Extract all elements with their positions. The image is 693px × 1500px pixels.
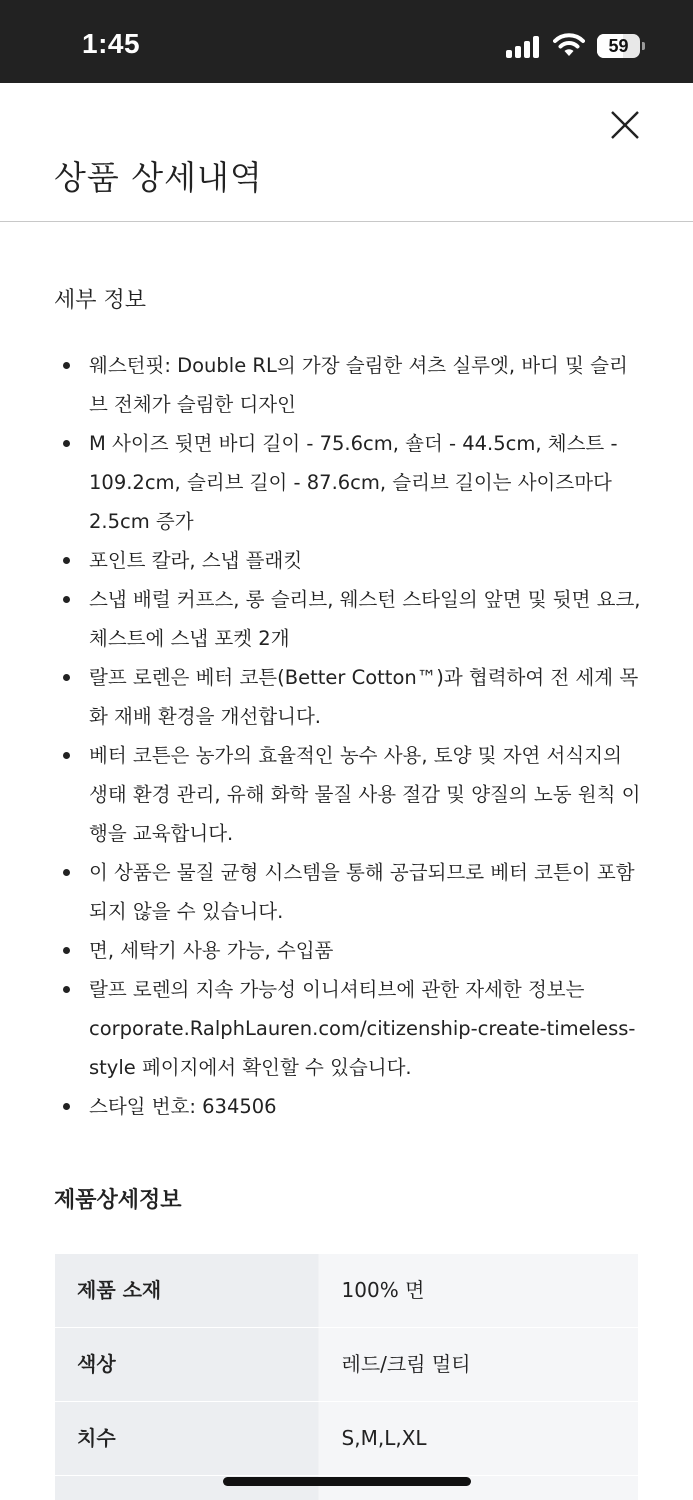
list-item-text: 면, 세탁기 사용 가능, 수입품 xyxy=(89,939,334,962)
list-item-text: 스냅 배럴 커프스, 롱 슬리브, 웨스턴 스타일의 앞면 및 뒷면 요크, 체스트에 스냅 포켓 2개 xyxy=(89,588,641,650)
list-item xyxy=(54,736,654,853)
list-item xyxy=(54,931,654,970)
home-indicator[interactable] xyxy=(223,1477,471,1486)
bullet-icon xyxy=(63,674,70,681)
list-item-text: 스타일 번호: 634506 xyxy=(89,1095,277,1118)
list-item xyxy=(54,970,654,1087)
list-item xyxy=(54,853,654,931)
list-item xyxy=(54,658,654,736)
table-row xyxy=(55,1328,638,1401)
spec-table xyxy=(55,1254,638,1500)
bullet-icon xyxy=(63,869,70,876)
list-item-text: 랄프 로렌은 베터 코튼(Better Cotton™)과 협력하여 전 세계 목화 재배 환경을 개선합니다. xyxy=(89,666,639,728)
wifi-icon xyxy=(553,33,585,57)
spec-heading: 제품상세정보 xyxy=(54,1188,182,1213)
status-bar xyxy=(0,0,693,83)
bullet-icon xyxy=(63,986,70,993)
status-time: 1:45 xyxy=(82,28,141,59)
list-item-text: 랄프 로렌의 지속 가능성 이니셔티브에 관한 자세한 정보는 corporate.RalphLauren.com/citizenship-create-timeless-style 페이지에서 확인할 수 있습니다. xyxy=(89,978,636,1079)
list-item xyxy=(54,346,654,424)
battery-level: 59 xyxy=(608,36,629,56)
list-item xyxy=(54,580,654,658)
spec-label: 색상 xyxy=(55,1328,318,1401)
list-item xyxy=(54,541,654,580)
spec-label: 치수 xyxy=(55,1402,318,1475)
battery-icon xyxy=(597,34,645,58)
bullet-icon xyxy=(63,947,70,954)
page-title: 상품 상세내역 xyxy=(54,158,263,197)
spec-value: S,M,L,XL xyxy=(319,1402,638,1475)
bullet-icon xyxy=(63,440,70,447)
list-item xyxy=(54,1087,654,1126)
details-heading: 세부 정보 xyxy=(54,288,147,313)
list-item xyxy=(54,424,654,541)
table-row xyxy=(55,1254,638,1327)
bullet-icon xyxy=(63,557,70,564)
bullet-icon xyxy=(63,362,70,369)
bullet-icon xyxy=(63,752,70,759)
spec-value: 100% 면 xyxy=(319,1254,638,1327)
spec-label: 제품 소재 xyxy=(55,1254,318,1327)
list-item-text: 웨스턴핏: Double RL의 가장 슬림한 셔츠 실루엣, 바디 및 슬리브 전체가 슬림한 디자인 xyxy=(89,354,628,416)
details-list xyxy=(54,346,654,1126)
table-row xyxy=(55,1402,638,1475)
spec-value: 레드/크림 멀티 xyxy=(319,1328,638,1401)
list-item-text: 베터 코튼은 농가의 효율적인 농수 사용, 토양 및 자연 서식지의 생태 환경 관리, 유해 화학 물질 사용 절감 및 양질의 노동 원칙 이행을 교육합니다. xyxy=(89,744,641,845)
list-item-text: M 사이즈 뒷면 바디 길이 - 75.6cm, 숄더 - 44.5cm, 체스트 - 109.2cm, 슬리브 길이 - 87.6cm, 슬리브 길이는 사이즈마다 2.5cm 증가 xyxy=(89,432,618,533)
bullet-icon xyxy=(63,596,70,603)
close-icon xyxy=(605,105,645,145)
bullet-icon xyxy=(63,1103,70,1110)
list-item-text: 이 상품은 물질 균형 시스템을 통해 공급되므로 베터 코튼이 포함되지 않을 수 있습니다. xyxy=(89,861,635,923)
header-divider xyxy=(0,221,693,222)
close-button[interactable] xyxy=(605,105,645,145)
list-item-text: 포인트 칼라, 스냅 플래킷 xyxy=(89,549,303,572)
signal-icon xyxy=(506,36,542,58)
